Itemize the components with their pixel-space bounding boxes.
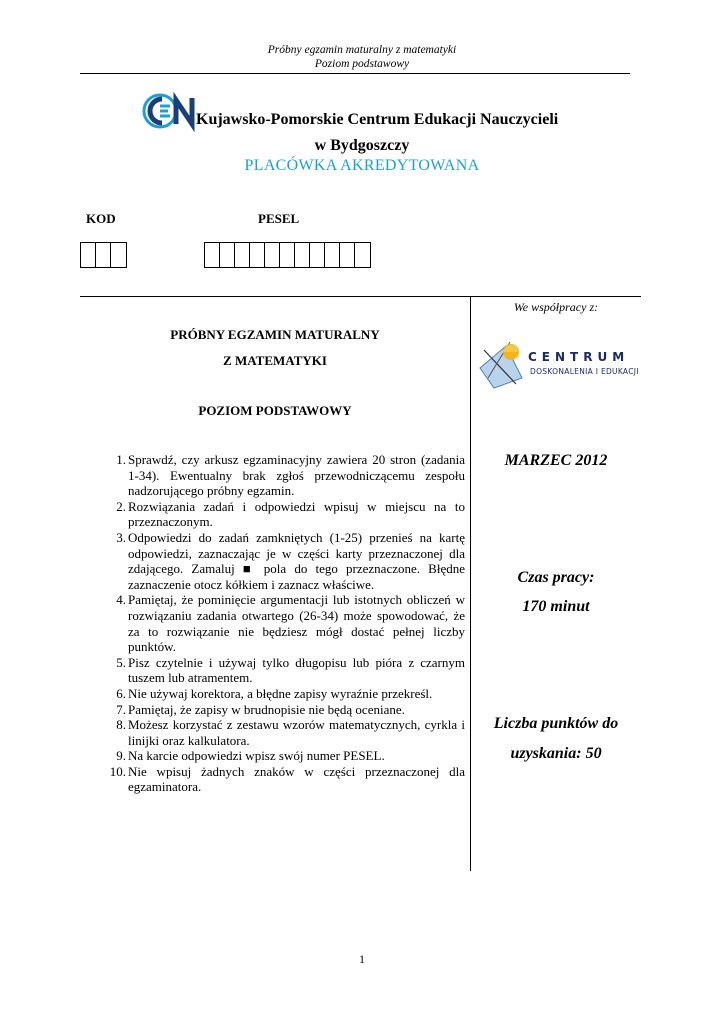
list-item: 7. Pamiętaj, że zapisy w brudnopisie nie będą oceniane. [116,701,405,717]
cen-logo [140,90,198,132]
institution-name: Kujawsko-Pomorskie Centrum Edukacji Nauczycieli [196,111,559,128]
list-item: 10. Nie wpisuj żadnych znaków w części przeznaczonej dla egzaminatora. [109,763,465,795]
kod-box[interactable] [111,243,126,267]
list-item: 6. Nie używaj korektora, a błędne zapisy wyraźnie przekreśl. [116,685,433,701]
centrum-logo-subtitle: DOSKONALENIA I EDUKACJI [530,367,639,376]
pesel-box[interactable] [220,243,235,267]
pesel-boxes[interactable] [204,242,371,268]
kod-boxes[interactable] [80,242,127,268]
pesel-box[interactable] [265,243,280,267]
institution-city: w Bydgoszczy [314,137,410,154]
exam-title-line2: Z MATEMATYKI [223,353,327,368]
exam-level: POZIOM PODSTAWOWY [198,403,352,418]
pesel-box[interactable] [340,243,355,267]
list-item: 2. Rozwiązania zadań i odpowiedzi wpisuj w miejscu na to przeznaczonym. [116,498,465,530]
pesel-box[interactable] [355,243,370,267]
exam-date: MARZEC 2012 [504,452,608,469]
kod-box[interactable] [81,243,96,267]
page-number: 1 [359,952,365,966]
pesel-box[interactable] [325,243,340,267]
centrum-logo [476,338,641,390]
running-header-title: Próbny egzamin maturalny z matematyki [267,44,457,56]
list-item: 8. Możesz korzystać z zestawu wzorów matematycznych, cyrkla i linijki oraz kalkulatora. [116,717,465,748]
exam-title-line1: PRÓBNY EGZAMIN MATURALNY [170,327,380,342]
instructions-list [80,452,465,795]
centrum-logo-word: CENTRUM [528,350,630,364]
kod-box[interactable] [96,243,111,267]
points-label: Liczba punktów do [493,715,619,732]
time-value: 170 minut [522,598,590,615]
accreditation-label: PLACÓWKA AKREDYTOWANA [244,157,480,174]
cooperation-label: We współpracy z: [513,300,599,314]
list-item: 4. Pamiętaj, że pominięcie argumentacji lub istotnych obliczeń w rozwiązaniu zadania otwartego (26-34) może spowodować, że za to rozwiązanie nie będziesz mógł dostać pełnej liczby punktów. [116,592,465,655]
list-item: 9. Na karcie odpowiedzi wpisz swój numer PESEL. [116,748,385,764]
pesel-box[interactable] [280,243,295,267]
pesel-label: PESEL [258,211,300,226]
running-header-level: Poziom podstawowy [314,58,410,70]
pesel-box[interactable] [205,243,220,267]
time-label: Czas pracy: [517,569,595,586]
header-divider [80,73,630,74]
pesel-box[interactable] [250,243,265,267]
pesel-box[interactable] [310,243,325,267]
list-item: 1. Sprawdź, czy arkusz egzaminacyjny zawiera 20 stron (zadania 1-34). Ewentualny brak zgłoś przewodniczącemu zespołu nadzorującego próbny egzamin. [116,452,465,499]
list-item: 5. Pisz czytelnie i używaj tylko długopisu lub pióra z czarnym tuszem lub atramentem. [116,654,465,686]
pesel-box[interactable] [295,243,310,267]
section-divider [80,296,641,297]
kod-label: KOD [86,211,116,226]
pesel-box[interactable] [235,243,250,267]
list-item: 3. Odpowiedzi do zadań zamkniętych (1-25) przenieś na kartę odpowiedzi, zaznaczając je w części karty przeznaczonej dla zdającego. Zamaluj ■ pola do tego przeznaczone. Błędne zaznaczenie otocz kółkiem i zaznacz właściwe. [116,529,465,592]
points-value: uzyskania: 50 [510,745,602,762]
